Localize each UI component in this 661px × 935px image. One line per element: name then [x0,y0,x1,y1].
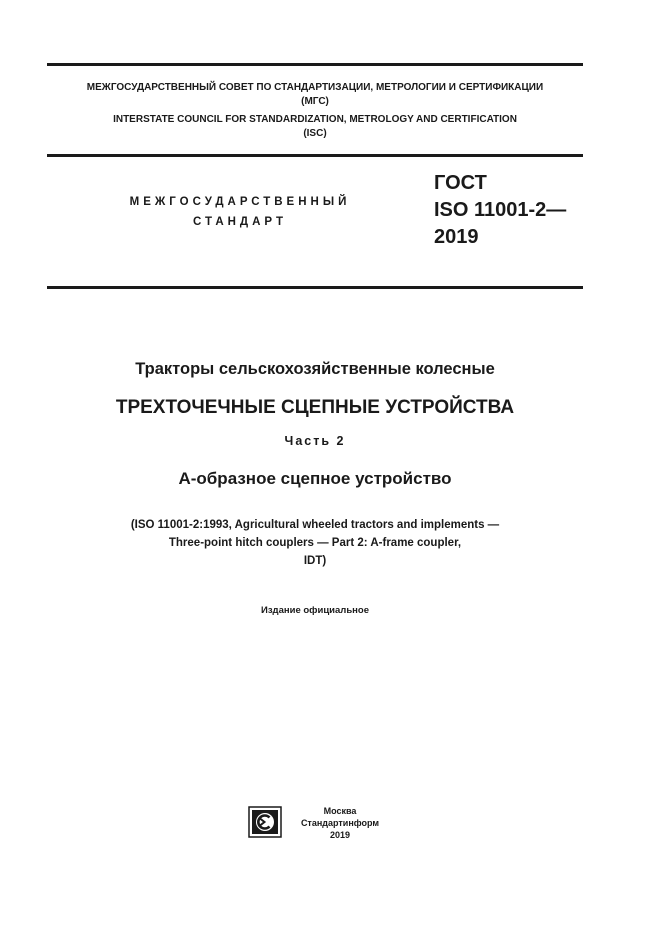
document-title-upper: ТРЕХТОЧЕЧНЫЕ СЦЕПНЫЕ УСТРОЙСТВА [115,397,515,418]
edition-note: Издание официальное [261,605,369,616]
publisher-name: Стандартинформ [300,818,380,828]
iso-reference-line2: Three-point hitch couplers — Part 2: A-frame coupler, [168,537,462,549]
standard-label-line2: СТАНДАРТ [193,216,287,228]
council-ru-abbr: (МГС) [301,96,329,107]
bottom-rule [47,286,583,289]
council-ru-name: МЕЖГОСУДАРСТВЕННЫЙ СОВЕТ ПО СТАНДАРТИЗАЦИИ, МЕТРОЛОГИИ И СЕРТИФИКАЦИИ [86,82,544,93]
council-en [47,113,583,141]
iso-reference [0,516,630,570]
document-title: Тракторы сельскохозяйственные колесные [135,360,495,378]
middle-rule [47,154,583,157]
gost-line3: 2019 [434,226,479,248]
gost-line2: ISO 11001-2— [434,199,567,221]
council-ru [47,81,583,109]
publisher-block [290,805,390,841]
standartinform-logo-icon [248,806,282,838]
council-en-abbr: (ISC) [303,128,327,139]
standard-label [100,192,380,232]
publisher-year: 2019 [329,830,351,840]
publisher-city: Москва [323,806,357,816]
iso-reference-line3: IDT) [303,555,327,567]
top-rule [47,63,583,66]
gost-line1: ГОСТ [434,172,487,194]
iso-reference-line1: (ISO 11001-2:1993, Agricultural wheeled tractors and implements — [130,519,500,531]
standartinform-logo-svg [248,806,282,838]
standard-label-line1: МЕЖГОСУДАРСТВЕННЫЙ [129,196,351,208]
document-subtitle: А-образное сцепное устройство [178,469,452,488]
document-part: Часть 2 [284,434,346,448]
council-en-name: INTERSTATE COUNCIL FOR STANDARDIZATION, METROLOGY AND CERTIFICATION [113,114,517,125]
gost-designation [434,170,566,251]
